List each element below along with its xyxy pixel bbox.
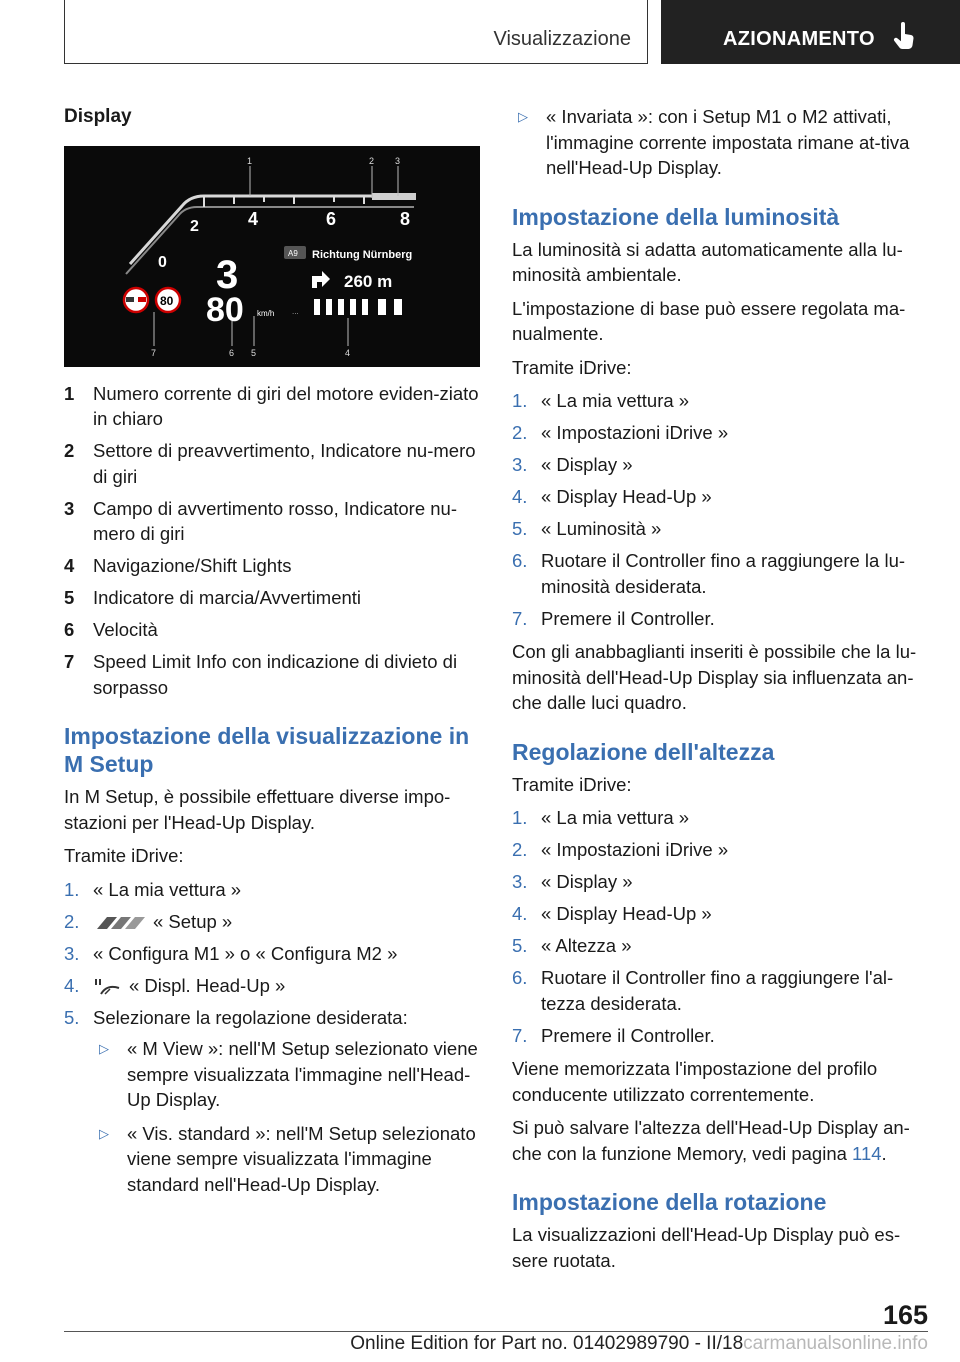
legend-item: 2 Settore di preavvertimento, Indicatore nu-mero di giri bbox=[64, 440, 476, 487]
speed-value: 80 bbox=[206, 290, 244, 329]
hand-pointer-icon bbox=[893, 22, 917, 50]
luminosity-paragraph-1: La luminosità si adatta automaticamente alla lu-minosità ambientale. bbox=[512, 238, 903, 285]
setup-steps bbox=[64, 877, 480, 1198]
legend-item: 6 Velocità bbox=[64, 619, 158, 640]
triangle-bullet-icon: ▷ bbox=[99, 1041, 109, 1056]
rpm-2: 2 bbox=[190, 217, 199, 235]
figure-legend bbox=[64, 381, 480, 701]
head-up-display-figure bbox=[64, 146, 480, 367]
m-setup-icon bbox=[93, 915, 147, 931]
heading-height: Regolazione dell'altezza bbox=[512, 738, 775, 765]
idrive-label: Tramite iDrive: bbox=[512, 773, 632, 795]
chapter-tab bbox=[661, 0, 960, 64]
heading-luminosity: Impostazione della luminosità bbox=[512, 203, 840, 230]
legend-item: 4 Navigazione/Shift Lights bbox=[64, 555, 292, 576]
callout-2: 2 bbox=[369, 155, 375, 166]
step-item: 5. « Luminosità » bbox=[512, 518, 662, 539]
step-item: 3. « Configura M1 » o « Configura M2 » bbox=[64, 942, 398, 964]
rotation-paragraph: La visualizzazioni dell'Head-Up Display può es-sere ruotata. bbox=[512, 1224, 901, 1271]
triangle-bullet-icon: ▷ bbox=[99, 1125, 109, 1141]
luminosity-paragraph-3: Con gli anabbaglianti inseriti è possibile che la lu-minosità dell'Head-Up Display sia influenzata an-che dalle luci quadro. bbox=[512, 641, 917, 713]
callout-6: 6 bbox=[229, 347, 235, 358]
step-item: 6. Ruotare il Controller fino a raggiungere la lu-minosità desiderata. bbox=[512, 550, 906, 597]
option-item: ▷ « Invariata »: con i Setup M1 o M2 attivati, l'immagine corrente impostata rimane at-tiva nell'Head-Up Display. bbox=[518, 106, 910, 178]
callout-3: 3 bbox=[395, 155, 401, 166]
footer-divider bbox=[64, 1331, 928, 1332]
step-item: 2. « Impostazioni iDrive » bbox=[512, 839, 729, 860]
luminosity-steps bbox=[512, 388, 932, 631]
height-paragraph-1: Viene memorizzata l'impostazione del profilo conducente utilizzato correntemente. bbox=[512, 1058, 878, 1105]
step-item: 4. « Display Head-Up » bbox=[512, 486, 712, 507]
right-column bbox=[512, 104, 932, 1281]
idrive-label: Tramite iDrive: bbox=[512, 356, 632, 378]
callout-1: 1 bbox=[247, 155, 253, 166]
page-number: 165 bbox=[882, 1300, 928, 1330]
step-item: 2. « Setup » bbox=[64, 910, 233, 932]
heading-m-setup: Impostazione della visualizzazione in M Setup bbox=[64, 723, 470, 777]
page-reference-link[interactable]: 114 bbox=[852, 1142, 882, 1164]
luminosity-paragraph-2: L'impostazione di base può essere regolata ma-nualmente. bbox=[512, 297, 906, 344]
hud-illustration bbox=[64, 146, 480, 367]
rpm-6: 6 bbox=[326, 208, 337, 229]
step-item: 7. Premere il Controller. bbox=[512, 607, 715, 629]
step-item: 4. « Display Head-Up » bbox=[512, 903, 712, 924]
step-item: 5. Selezionare la regolazione desiderata: ▷ « M View »: nell'M Setup selezionato viene sempre visualizzata l'immagine nell'Head-Up Display. ▷ « Vis. standard »: nell'M Setup selezionato viene sempre visualizzata l'immagine standard nell'Head-Up Display. bbox=[64, 1005, 480, 1198]
triangle-bullet-icon: ▷ bbox=[518, 109, 528, 124]
display-label: Display bbox=[64, 106, 132, 127]
idrive-label: Tramite iDrive: bbox=[64, 845, 184, 866]
speed-limit-value: 80 bbox=[160, 293, 174, 308]
step-item: 1. « La mia vettura » bbox=[512, 807, 690, 828]
step-item: 1. « La mia vettura » bbox=[512, 390, 690, 411]
setup-paragraph: In M Setup, è possibile effettuare diverse impo-stazioni per l'Head-Up Display. bbox=[64, 786, 451, 833]
gear-indicator: 3 bbox=[216, 252, 239, 297]
option-item: ▷ « M View »: nell'M Setup selezionato viene sempre visualizzata l'immagine nell'Head-Up Display. bbox=[99, 1038, 478, 1110]
legend-item: 7 Speed Limit Info con indicazione di divieto di sorpasso bbox=[64, 651, 458, 698]
distance-label: 260 m bbox=[344, 271, 393, 291]
callout-7: 7 bbox=[151, 347, 157, 358]
header-box bbox=[64, 0, 648, 64]
footer-edition: Online Edition for Part no. 01402989790 - II/18carmanualsonline.info bbox=[350, 1333, 928, 1354]
step-item: 4. « Displ. Head-Up » bbox=[64, 974, 286, 996]
callout-4: 4 bbox=[345, 347, 351, 358]
option-item: ▷ « Vis. standard »: nell'M Setup selezionato viene sempre visualizzata l'immagine standard nell'Head-Up Display. bbox=[99, 1122, 476, 1195]
legend-item: 3 Campo di avvertimento rosso, Indicatore nu-mero di giri bbox=[64, 497, 458, 544]
rpm-0: 0 bbox=[158, 253, 167, 271]
direction-label: Richtung Nürnberg bbox=[312, 248, 413, 261]
legend-item: 5 Indicatore di marcia/Avvertimenti bbox=[64, 587, 362, 608]
heading-rotation: Impostazione della rotazione bbox=[512, 1189, 827, 1215]
chapter-title: AZIONAMENTO bbox=[723, 28, 875, 50]
height-steps bbox=[512, 805, 932, 1048]
rpm-8: 8 bbox=[400, 208, 411, 229]
option-list bbox=[93, 1036, 480, 1197]
step-item: 7. Premere il Controller. bbox=[512, 1024, 715, 1046]
head-up-display-icon bbox=[93, 978, 123, 996]
step-item: 3. « Display » bbox=[512, 871, 633, 892]
road-sign-label: A9 bbox=[288, 248, 298, 258]
step-item: 5. « Altezza » bbox=[512, 935, 632, 956]
speed-unit: km/h bbox=[257, 308, 275, 318]
option-list-continued bbox=[512, 104, 932, 181]
rpm-4: 4 bbox=[248, 208, 259, 229]
callout-5: 5 bbox=[251, 347, 257, 358]
step-item: 3. « Display » bbox=[512, 454, 633, 475]
section-title: Visualizzazione bbox=[493, 28, 631, 50]
left-column bbox=[64, 104, 480, 1205]
legend-item: 1 Numero corrente di giri del motore eviden-ziato in chiaro bbox=[64, 382, 479, 429]
step-item: 6. Ruotare il Controller fino a raggiungere l'al-tezza desiderata. bbox=[512, 967, 894, 1014]
height-paragraph-2: Si può salvare l'altezza dell'Head-Up Display an-che con la funzione Memory, vedi pagina 114. bbox=[512, 1117, 910, 1164]
step-item: 1. « La mia vettura » bbox=[64, 878, 242, 900]
svg-text:...: ... bbox=[292, 306, 299, 316]
step-item: 2. « Impostazioni iDrive » bbox=[512, 422, 729, 443]
watermark: carmanualsonline.info bbox=[743, 1333, 928, 1354]
